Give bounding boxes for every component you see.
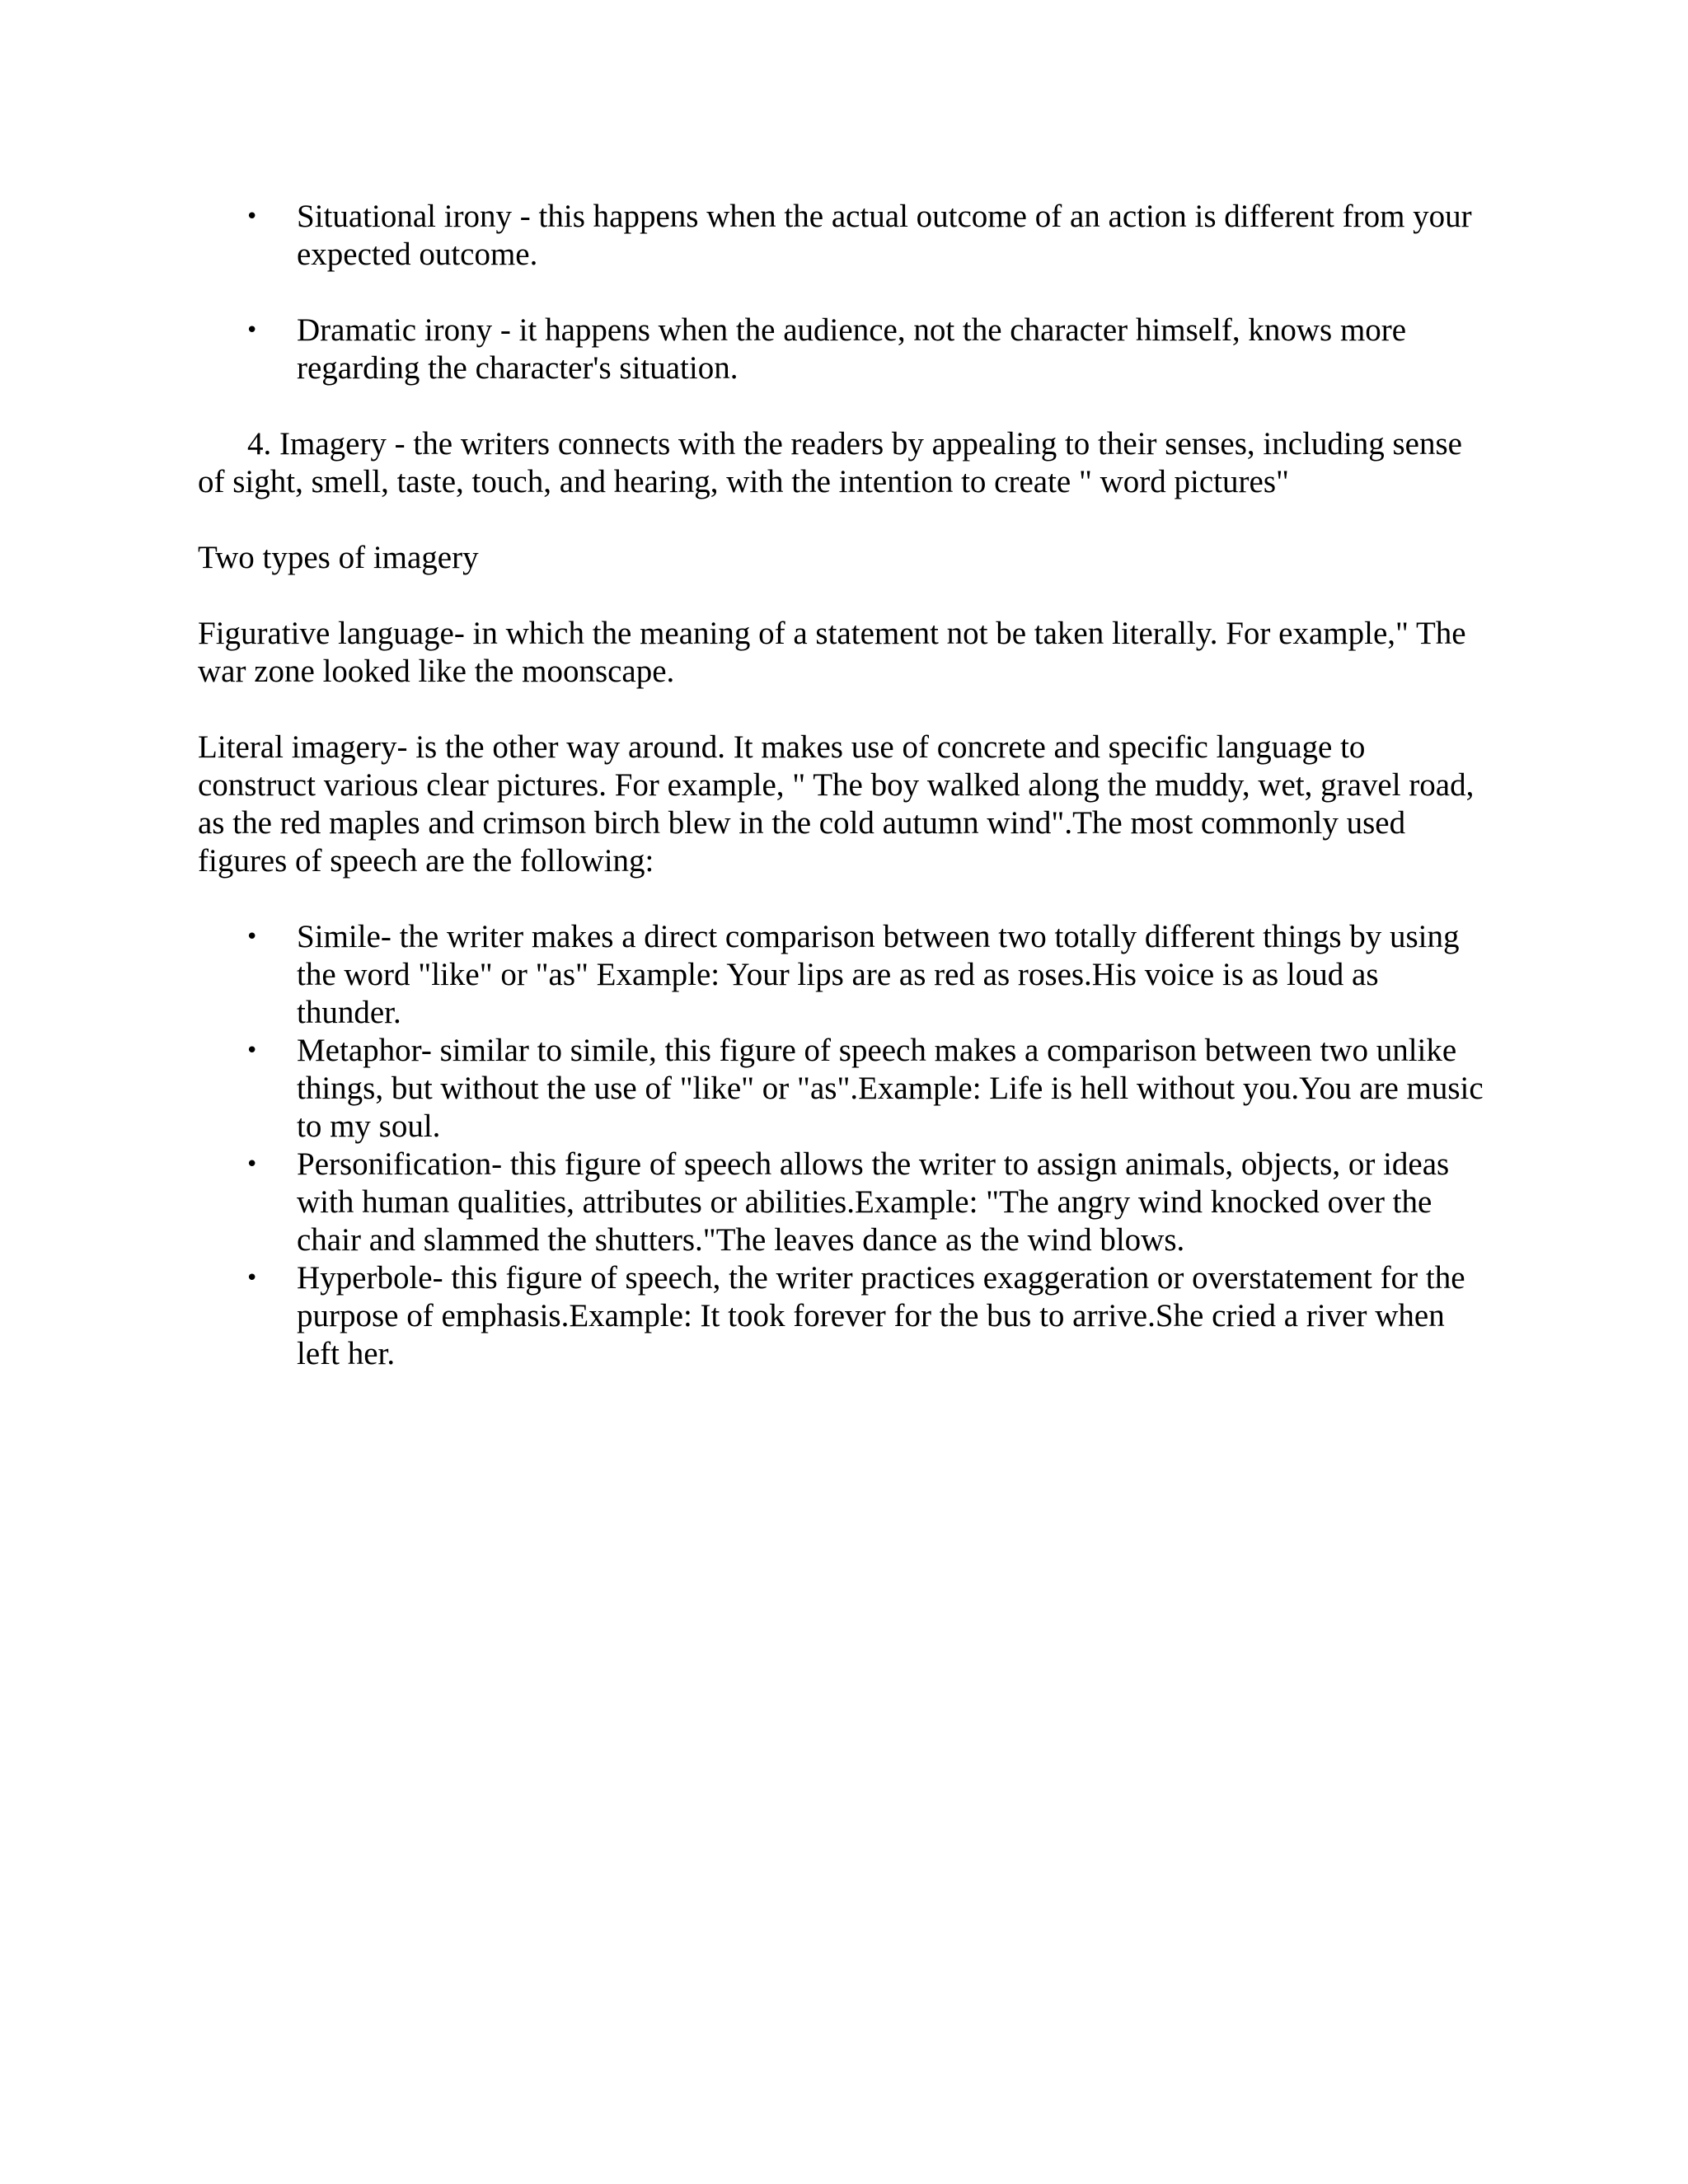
list-item-simile xyxy=(198,918,1490,1032)
bullet-icon: • xyxy=(246,1266,259,1291)
list-item-situational-irony xyxy=(198,198,1490,274)
bullet-icon: • xyxy=(246,1152,259,1177)
list-item-text: Situational irony - this happens when the actual outcome of an action is different from your expected outcome. xyxy=(297,199,1472,272)
list-item-text: Metaphor- similar to simile, this figure of speech makes a comparison between two unlike things, but without the use of "like" or "as".Example: Life is hell without you.You are music to my soul. xyxy=(297,1033,1484,1144)
irony-list xyxy=(198,198,1490,387)
bullet-icon: • xyxy=(246,204,259,229)
list-item-personification xyxy=(198,1146,1490,1259)
bullet-icon: • xyxy=(246,925,259,949)
document-page xyxy=(198,198,1490,1373)
bullet-icon: • xyxy=(246,1038,259,1063)
bullet-icon: • xyxy=(246,318,259,343)
list-item-text: Simile- the writer makes a direct comparison between two totally different things by using the word "like" or "as" Example: Your lips are as red as roses.His voice is as loud as thunder. xyxy=(297,919,1460,1030)
imagery-paragraph: 4. Imagery - the writers connects with the readers by appealing to their senses, including sense of sight, smell, taste, touch, and hearing, with the intention to create " word pictures" xyxy=(198,426,1462,499)
list-item-text: Hyperbole- this figure of speech, the writer practices exaggeration or overstatement for the purpose of emphasis.Example: It took forever for the bus to arrive.She cried a river when left her. xyxy=(297,1260,1465,1371)
list-item-metaphor xyxy=(198,1032,1490,1146)
list-item-dramatic-irony xyxy=(198,312,1490,387)
two-types-heading: Two types of imagery xyxy=(198,540,479,575)
figures-of-speech-list xyxy=(198,918,1490,1373)
literal-paragraph: Literal imagery- is the other way around. It makes use of concrete and specific language to construct various clear pictures. For example, " The boy walked along the muddy, wet, gravel road, as the red maples and crimson birch blew in the cold autumn wind".The most commonly used figures of speech are the following: xyxy=(198,729,1475,879)
list-item-hyperbole xyxy=(198,1259,1490,1373)
figurative-paragraph: Figurative language- in which the meaning of a statement not be taken literally. For example," The war zone looked like the moonscape. xyxy=(198,616,1466,689)
list-item-text: Personification- this figure of speech allows the writer to assign animals, objects, or ideas with human qualities, attributes or abilities.Example: "The angry wind knocked over the chair and slammed the shutters."The leaves dance as the wind blows. xyxy=(297,1146,1450,1258)
list-item-text: Dramatic irony - it happens when the audience, not the character himself, knows more regarding the character's situation. xyxy=(297,312,1407,386)
